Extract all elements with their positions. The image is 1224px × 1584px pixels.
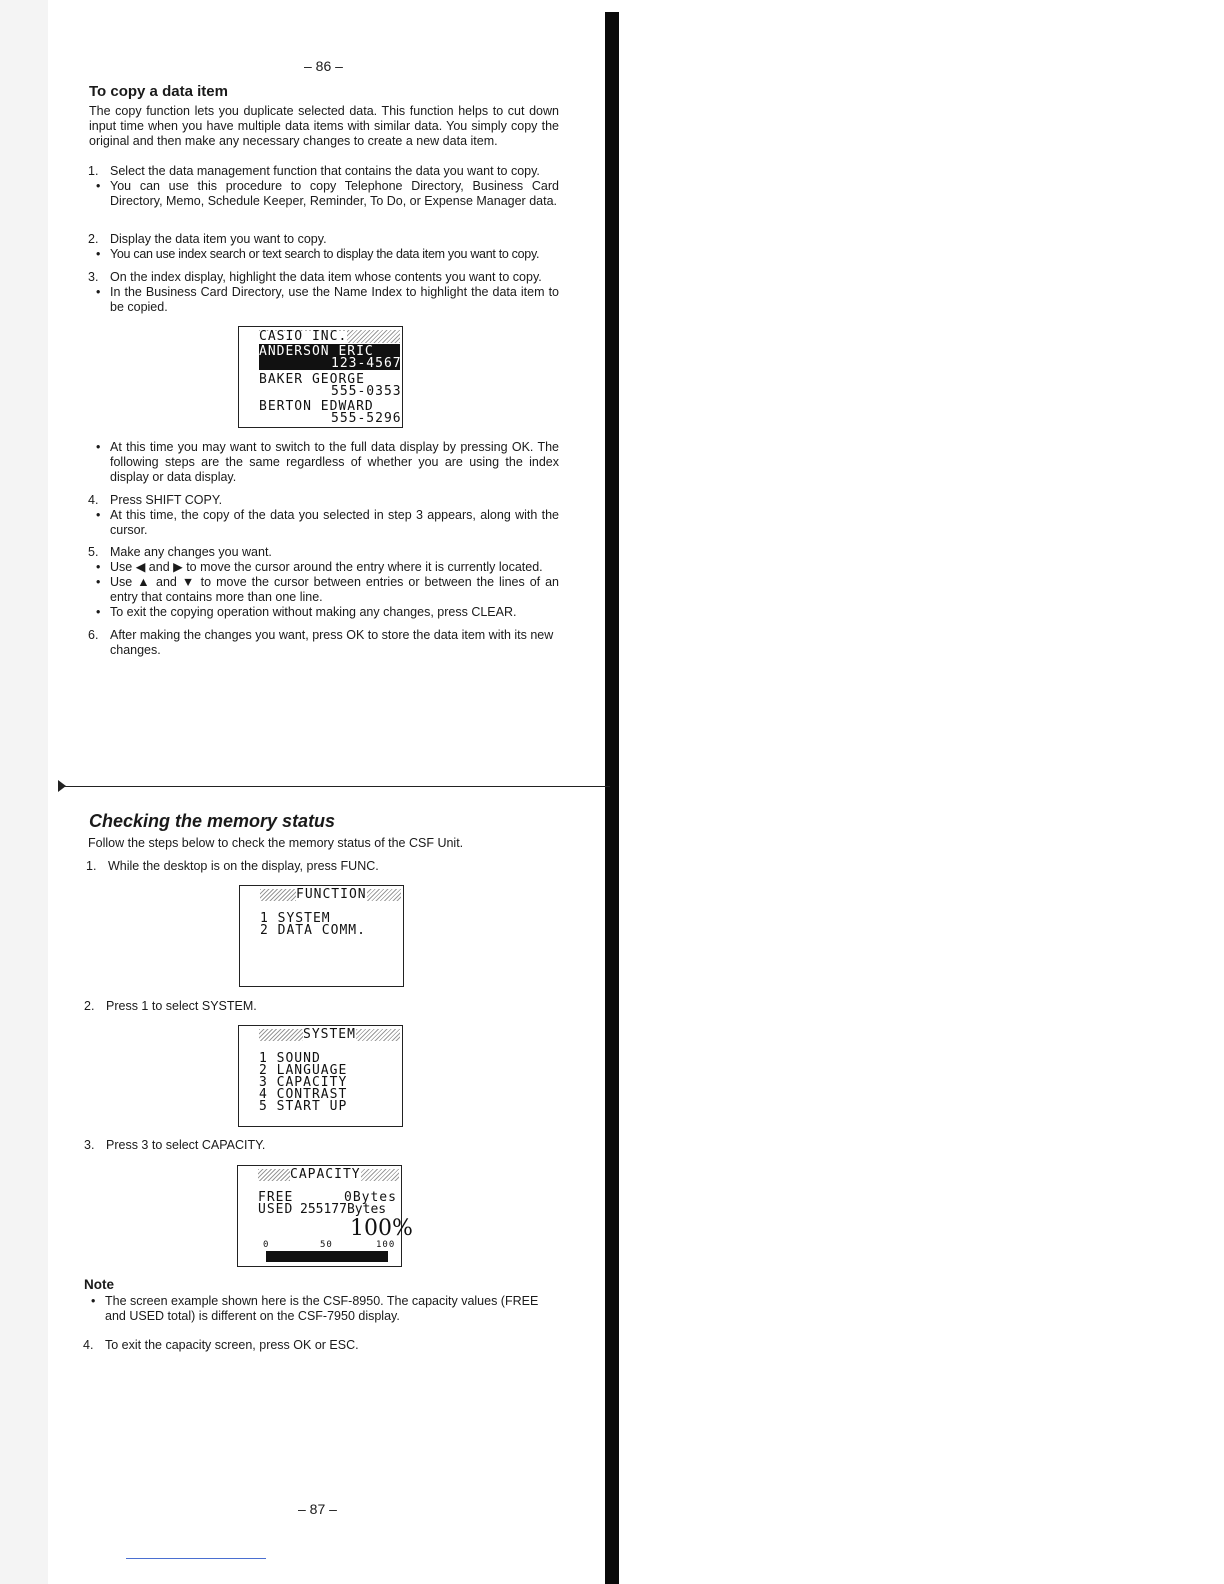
copy-step-4-bullet: • At this time, the copy of the data you selected in step 3 appears, along with the cursor. xyxy=(110,508,559,538)
step-text: On the index display, highlight the data item whose contents you want to copy. xyxy=(110,270,542,284)
step-text: Display the data item you want to copy. xyxy=(110,232,327,246)
copy-intro: The copy function lets you duplicate selected data. This function helps to cut down input time when you have multiple data items with similar data. You simply copy the original and then make any necessary changes to create a new data item. xyxy=(89,104,559,148)
note-title: Note xyxy=(84,1277,114,1292)
binding-edge-right xyxy=(605,12,619,1584)
page-number-top: – 86 – xyxy=(304,58,343,74)
step-text: Press SHIFT COPY. xyxy=(110,493,223,507)
note-bullet: • The screen example shown here is the CSF-8950. The capacity values (FREE and USED total) is different on the CSF-7950 display. xyxy=(105,1294,557,1324)
step-number: 3. xyxy=(88,270,99,284)
step-number: 1. xyxy=(86,859,97,873)
lcd-menu-item: 2 LANGUAGE xyxy=(259,1063,348,1078)
lcd-selected-name: ANDERSON ERIC xyxy=(259,344,374,359)
copy-step-5 xyxy=(88,545,560,560)
page-number-bottom: – 87 – xyxy=(298,1501,337,1517)
step-text: After making the changes you want, press OK to store the data item with its new changes. xyxy=(110,628,554,657)
step-text: While the desktop is on the display, press FUNC. xyxy=(108,859,379,873)
step-number: 1. xyxy=(88,164,99,178)
copy-step-1-bullet: • You can use this procedure to copy Telephone Directory, Business Card Directory, Memo, Schedule Keeper, Reminder, To Do, or Expense Manager data. xyxy=(110,179,559,209)
step-text: Press 3 to select CAPACITY. xyxy=(106,1138,266,1152)
lcd-menu-item: 4 CONTRAST xyxy=(259,1087,348,1102)
lcd-free-label: FREE xyxy=(258,1190,294,1205)
copy-step-2 xyxy=(88,232,560,247)
copy-step-2-bullet: • You can use index search or text search to display the data item you want to copy. xyxy=(110,247,559,262)
copy-step-4 xyxy=(88,493,560,508)
lcd-name-2: BAKER GEORGE xyxy=(259,372,365,387)
lcd-menu-item: 2 DATA COMM. xyxy=(260,923,366,938)
copy-step-6 xyxy=(88,628,560,658)
copy-step-5-bullet-3: • To exit the copying operation without making any changes, press CLEAR. xyxy=(110,605,559,620)
full-display-bullet: • At this time you may want to switch to the full data display by pressing OK. The following steps are the same regardless of whether you are using the index display or data display. xyxy=(110,440,559,485)
step-text: Press 1 to select SYSTEM. xyxy=(106,999,257,1013)
memory-step-4 xyxy=(83,1338,555,1353)
lcd-selected-number: 123-4567 xyxy=(331,356,402,371)
lcd-menu-item: 1 SYSTEM xyxy=(260,911,331,926)
lcd-number-2: 555-0353 xyxy=(331,384,402,399)
lcd-usage-bar-track xyxy=(266,1251,388,1262)
page-divider xyxy=(58,786,610,787)
lcd-menu-item: 1 SOUND xyxy=(259,1051,321,1066)
copy-step-3-bullet: • In the Business Card Directory, use the Name Index to highlight the data item to be copied. xyxy=(110,285,559,315)
lcd-usage-bar-fill xyxy=(267,1252,387,1261)
lcd-percent: 100% xyxy=(350,1216,413,1241)
copy-step-5-bullet-1: • Use ◀ and ▶ to move the cursor around the entry where it is currently located. xyxy=(110,560,559,575)
lcd-used-label: USED xyxy=(258,1202,294,1217)
lcd-title: CAPACITY xyxy=(290,1167,361,1182)
lcd-title: SYSTEM xyxy=(303,1027,356,1042)
memory-step-3 xyxy=(84,1138,556,1153)
lcd-scale-0: 0 xyxy=(263,1240,270,1250)
lcd-used-value: 255177Bytes xyxy=(300,1202,387,1217)
lcd-menu-item: 3 CAPACITY xyxy=(259,1075,348,1090)
step-number: 4. xyxy=(83,1338,94,1352)
divider-marker xyxy=(58,780,66,792)
lcd-system-menu xyxy=(238,1025,403,1127)
step-number: 2. xyxy=(88,232,99,246)
copy-step-3 xyxy=(88,270,560,285)
bottom-rule xyxy=(126,1558,266,1559)
memory-step-2 xyxy=(84,999,556,1014)
lcd-title: FUNCTION xyxy=(296,887,367,902)
step-text: Select the data management function that contains the data you want to copy. xyxy=(110,164,540,178)
lcd-name-3: BERTON EDWARD xyxy=(259,399,374,414)
memory-intro: Follow the steps below to check the memory status of the CSF Unit. xyxy=(88,836,464,850)
copy-step-1 xyxy=(88,164,560,179)
step-number: 4. xyxy=(88,493,99,507)
step-number: 3. xyxy=(84,1138,95,1152)
copy-step-5-bullet-2: • Use ▲ and ▼ to move the cursor between entries or between the lines of an entry that contains more than one line. xyxy=(110,575,559,605)
lcd-function-menu xyxy=(239,885,404,987)
lcd-capacity xyxy=(237,1165,413,1267)
lcd-scale-100: 100 xyxy=(376,1240,396,1250)
lcd-number-3: 555-5296 xyxy=(331,411,402,426)
lcd-free-value: 0Bytes xyxy=(344,1190,397,1205)
step-number: 6. xyxy=(88,628,99,642)
memory-step-1 xyxy=(86,859,558,874)
step-text: Make any changes you want. xyxy=(110,545,272,559)
lcd-menu-item: 5 START UP xyxy=(259,1099,348,1114)
lcd-header: CASIO INC. xyxy=(259,329,348,344)
lcd-business-card-index xyxy=(238,326,403,428)
section-heading-copy: To copy a data item xyxy=(89,83,228,100)
section-heading-memory: Checking the memory status xyxy=(89,811,336,831)
step-number: 2. xyxy=(84,999,95,1013)
step-text: To exit the capacity screen, press OK or ESC. xyxy=(105,1338,359,1352)
lcd-scale-50: 50 xyxy=(320,1240,333,1250)
binding-edge-left xyxy=(0,0,48,1584)
step-number: 5. xyxy=(88,545,99,559)
